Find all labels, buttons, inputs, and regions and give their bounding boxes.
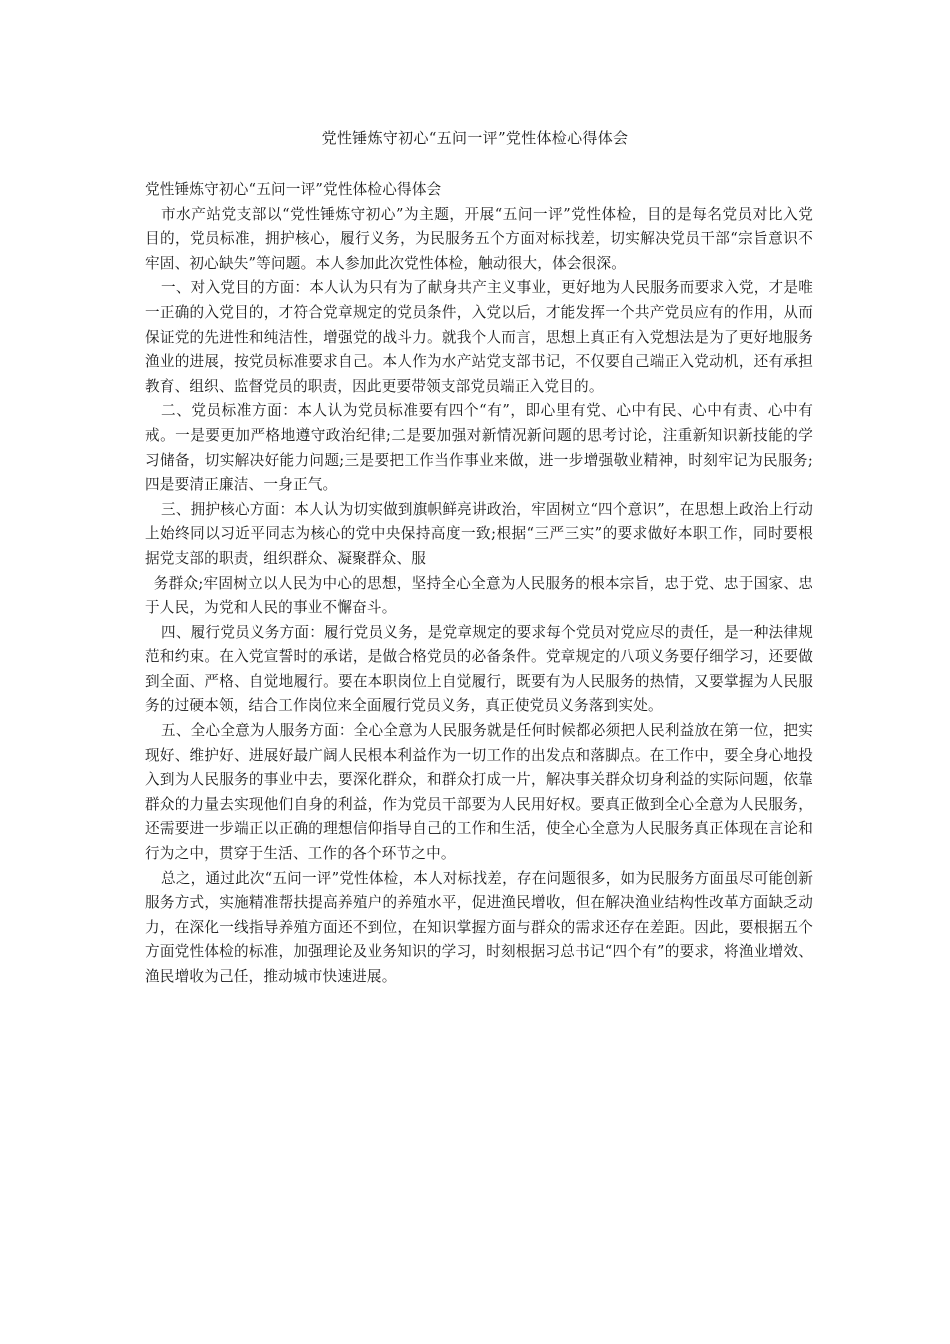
paragraph-support-core-continued: 务群众;牢固树立以人民为中心的思想，坚持全心全意为人民服务的根本宗旨，忠于党、忠于国家、忠于人民，为党和人民的事业不懈奋斗。 <box>145 574 813 617</box>
paragraph-conclusion: 总之，通过此次“五问一评”党性体检，本人对标找差，存在问题很多，如为民服务方面虽尽可能创新服务方式，实施精准帮扶提高养殖户的养殖水平，促进渔民增收，但在解决渔业结构性改革方面缺乏动力，在深化一线指导养殖方面还不到位，在知识掌握方面与群众的需求还存在差距。因此，要根据五个方面党性体检的标准，加强理论及业务知识的学习，时刻根据习总书记“四个有”的要求，将渔业增效、渔民增收为己任，推动城市快速进展。 <box>145 869 813 985</box>
paragraph-intro: 市水产站党支部以“党性锤炼守初心”为主题，开展“五问一评”党性体检，目的是每名党员对比入党目的，党员标准，拥护核心，履行义务，为民服务五个方面对标找差，切实解决党员干部“宗旨意识不牢固、初心缺失”等问题。本人参加此次党性体检，触动很大，体会很深。 <box>145 205 813 272</box>
paragraph-support-core: 三、拥护核心方面：本人认为切实做到旗帜鲜亮讲政治，牢固树立“四个意识”，在思想上政治上行动上始终同以习近平同志为核心的党中央保持高度一致;根据“三严三实”的要求做好本职工作，同时要根据党支部的职责，组织群众、凝聚群众、服 <box>145 500 813 567</box>
document-subtitle: 党性锤炼守初心“五问一评”党性体检心得体会 <box>145 181 442 198</box>
paragraph-member-duty: 四、履行党员义务方面：履行党员义务，是党章规定的要求每个党员对党应尽的责任，是一种法律规范和约束。在入党宣誓时的承诺，是做合格党员的必备条件。党章规定的八项义务要仔细学习，还要做到全面、严格、自觉地履行。要在本职岗位上自觉履行，既要有为人民服务的热情，又要掌握为人民服务的过硬本领，结合工作岗位来全面履行党员义务，真正使党员义务落到实处。 <box>145 623 813 715</box>
paragraph-serve-people: 五、全心全意为人服务方面：全心全意为人民服务就是任何时候都必须把人民利益放在第一位，把实现好、维护好、进展好最广阔人民根本利益作为一切工作的出发点和落脚点。在工作中，要全身心地投入到为人民服务的事业中去，要深化群众，和群众打成一片，解决事关群众切身利益的实际问题，依靠群众的力量去实现他们自身的利益，作为党员干部要为人民用好权。要真正做到全心全意为人民服务，还需要进一步端正以正确的理想信仰指导自己的工作和生活，使全心全意为人民服务真正体现在言论和行为之中，贯穿于生活、工作的各个环节之中。 <box>145 722 813 863</box>
paragraph-party-purpose: 一、对入党目的方面：本人认为只有为了献身共产主义事业，更好地为人民服务而要求入党，才是唯一正确的入党目的，才符合党章规定的党员条件，入党以后，才能发挥一个共产党员应有的作用，从而保证党的先进性和纯洁性，增强党的战斗力。就我个人而言，思想上真正有入党想法是为了更好地服务渔业的进展，按党员标准要求自己。本人作为水产站党支部书记，不仅要自己端正入党动机，还有承担教育、组织、监督党员的职责，因此更要带领支部党员端正入党目的。 <box>145 279 813 395</box>
document-body <box>145 178 813 990</box>
paragraph-member-standard: 二、党员标准方面：本人认为党员标准要有四个“有”，即心里有党、心中有民、心中有责、心中有戒。一是要更加严格地遵守政治纪律;二是要加强对新情况新问题的思考讨论，注重新知识新技能的学习储备，切实解决好能力问题;三是要把工作当作事业来做，进一步增强敬业精神，时刻牢记为民服务;四是要清正廉洁、一身正气。 <box>145 402 813 494</box>
document-title: 党性锤炼守初心“五问一评”党性体检心得体会 <box>321 129 629 147</box>
